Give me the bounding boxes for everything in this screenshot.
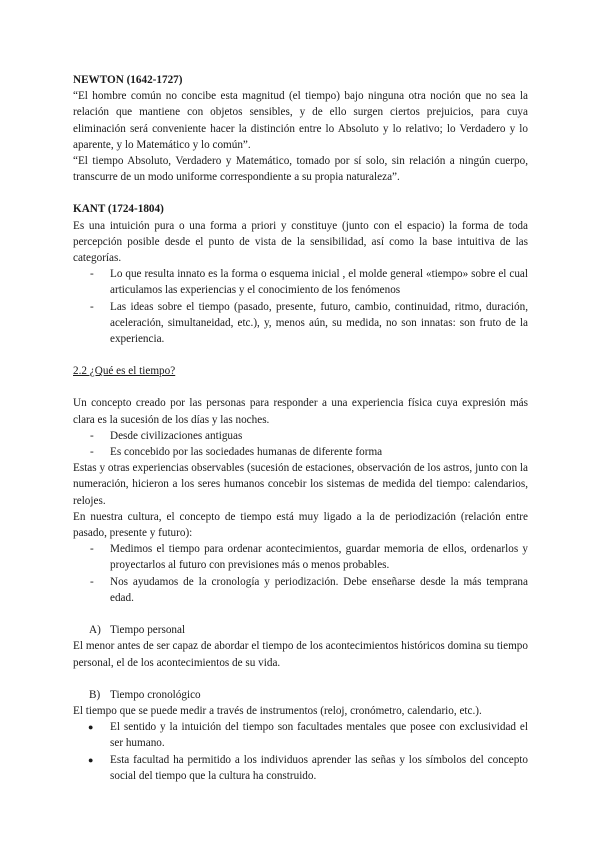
subsection-a-label: Tiempo personal	[110, 624, 186, 637]
subsection-b-title	[73, 687, 528, 703]
newton-quote-1: “El hombre común no concibe esta magnitud (el tiempo) bajo ninguna otra noción que no sea la relación que mantiene con objetos sensibles, y de ello surgen ciertos prejuicios, para cuya eliminación será conveniente hacer la distinción entre lo Absoluto y lo relativo; lo Verdadero y lo aparente, y lo Matemático y lo común”.	[73, 90, 528, 151]
kant-heading: KANT (1724-1804)	[73, 203, 164, 216]
section-list-2	[73, 541, 528, 606]
list-item: - Es concebido por las sociedades humanas de diferente forma	[73, 444, 528, 460]
subsection-b-label: Tiempo cronológico	[110, 688, 201, 701]
section-para-3: En nuestra cultura, el concepto de tiempo está muy ligado a la de periodización (relación entre pasado, presente y futuro):	[73, 510, 528, 540]
list-item: - Las ideas sobre el tiempo (pasado, presente, futuro, cambio, continuidad, ritmo, duración, aceleración, simultaneidad, etc.), y, menos aún, su medida, no son innatas: son fruto de la experiencia.	[73, 299, 528, 348]
newton-heading: NEWTON (1642-1727)	[73, 74, 183, 86]
subsection-a-title	[73, 622, 528, 638]
subsection-b-list	[73, 719, 528, 784]
subsection-b-text: El tiempo que se puede medir a través de instrumentos (reloj, cronómetro, calendario, etc.).	[73, 704, 482, 717]
list-item: - Desde civilizaciones antiguas	[73, 428, 528, 444]
newton-quote-2: “El tiempo Absoluto, Verdadero y Matemático, tomado por sí solo, sin relación a ningún cuerpo, transcurre de un modo uniforme correspondiente a su propia naturaleza”.	[73, 155, 528, 184]
kant-intro: Es una intuición pura o una forma a priori y constituye (junto con el espacio) la forma de toda percepción posible desde el punto de vista de la sensibilidad, así como la base intuitiva de las categorías.	[73, 219, 528, 265]
section-list-1	[73, 428, 528, 460]
section-para-1: Un concepto creado por las personas para responder a una experiencia física cuya expresión más clara es la sucesión de los días y las noches.	[73, 397, 528, 426]
list-item: - Medimos el tiempo para ordenar acontecimientos, guardar memoria de ellos, ordenarlos y proyectarlos al futuro con previsiones más o menos probables.	[73, 541, 528, 573]
subsection-a-letter: A)	[89, 624, 101, 637]
subsection-a-text: El menor antes de ser capaz de abordar el tiempo de los acontecimientos históricos domina su tiempo personal, el de los acontecimientos de su vida.	[73, 640, 528, 669]
document-body	[73, 72, 528, 784]
list-item: ● El sentido y la intuición del tiempo son facultades mentales que posee con exclusividad el ser humano.	[73, 719, 528, 751]
list-item: - Lo que resulta innato es la forma o esquema inicial , el molde general «tiempo» sobre el cual articulamos las experiencias y el conocimiento de los fenómenos	[73, 266, 528, 298]
kant-list	[73, 266, 528, 347]
list-item: - Nos ayudamos de la cronología y periodización. Debe enseñarse desde la más temprana edad.	[73, 574, 528, 606]
subsection-b-letter: B)	[89, 688, 101, 701]
section-title: 2.2 ¿Qué es el tiempo?	[73, 365, 176, 378]
section-para-2: Estas y otras experiencias observables (sucesión de estaciones, observación de los astros, junto con la numeración, hicieron a los seres humanos concebir los sistemas de medida del tiempo: calendarios, relojes.	[73, 462, 528, 507]
list-item: ● Esta facultad ha permitido a los individuos aprender las señas y los símbolos del concepto social del tiempo que la cultura ha construido.	[73, 752, 528, 784]
